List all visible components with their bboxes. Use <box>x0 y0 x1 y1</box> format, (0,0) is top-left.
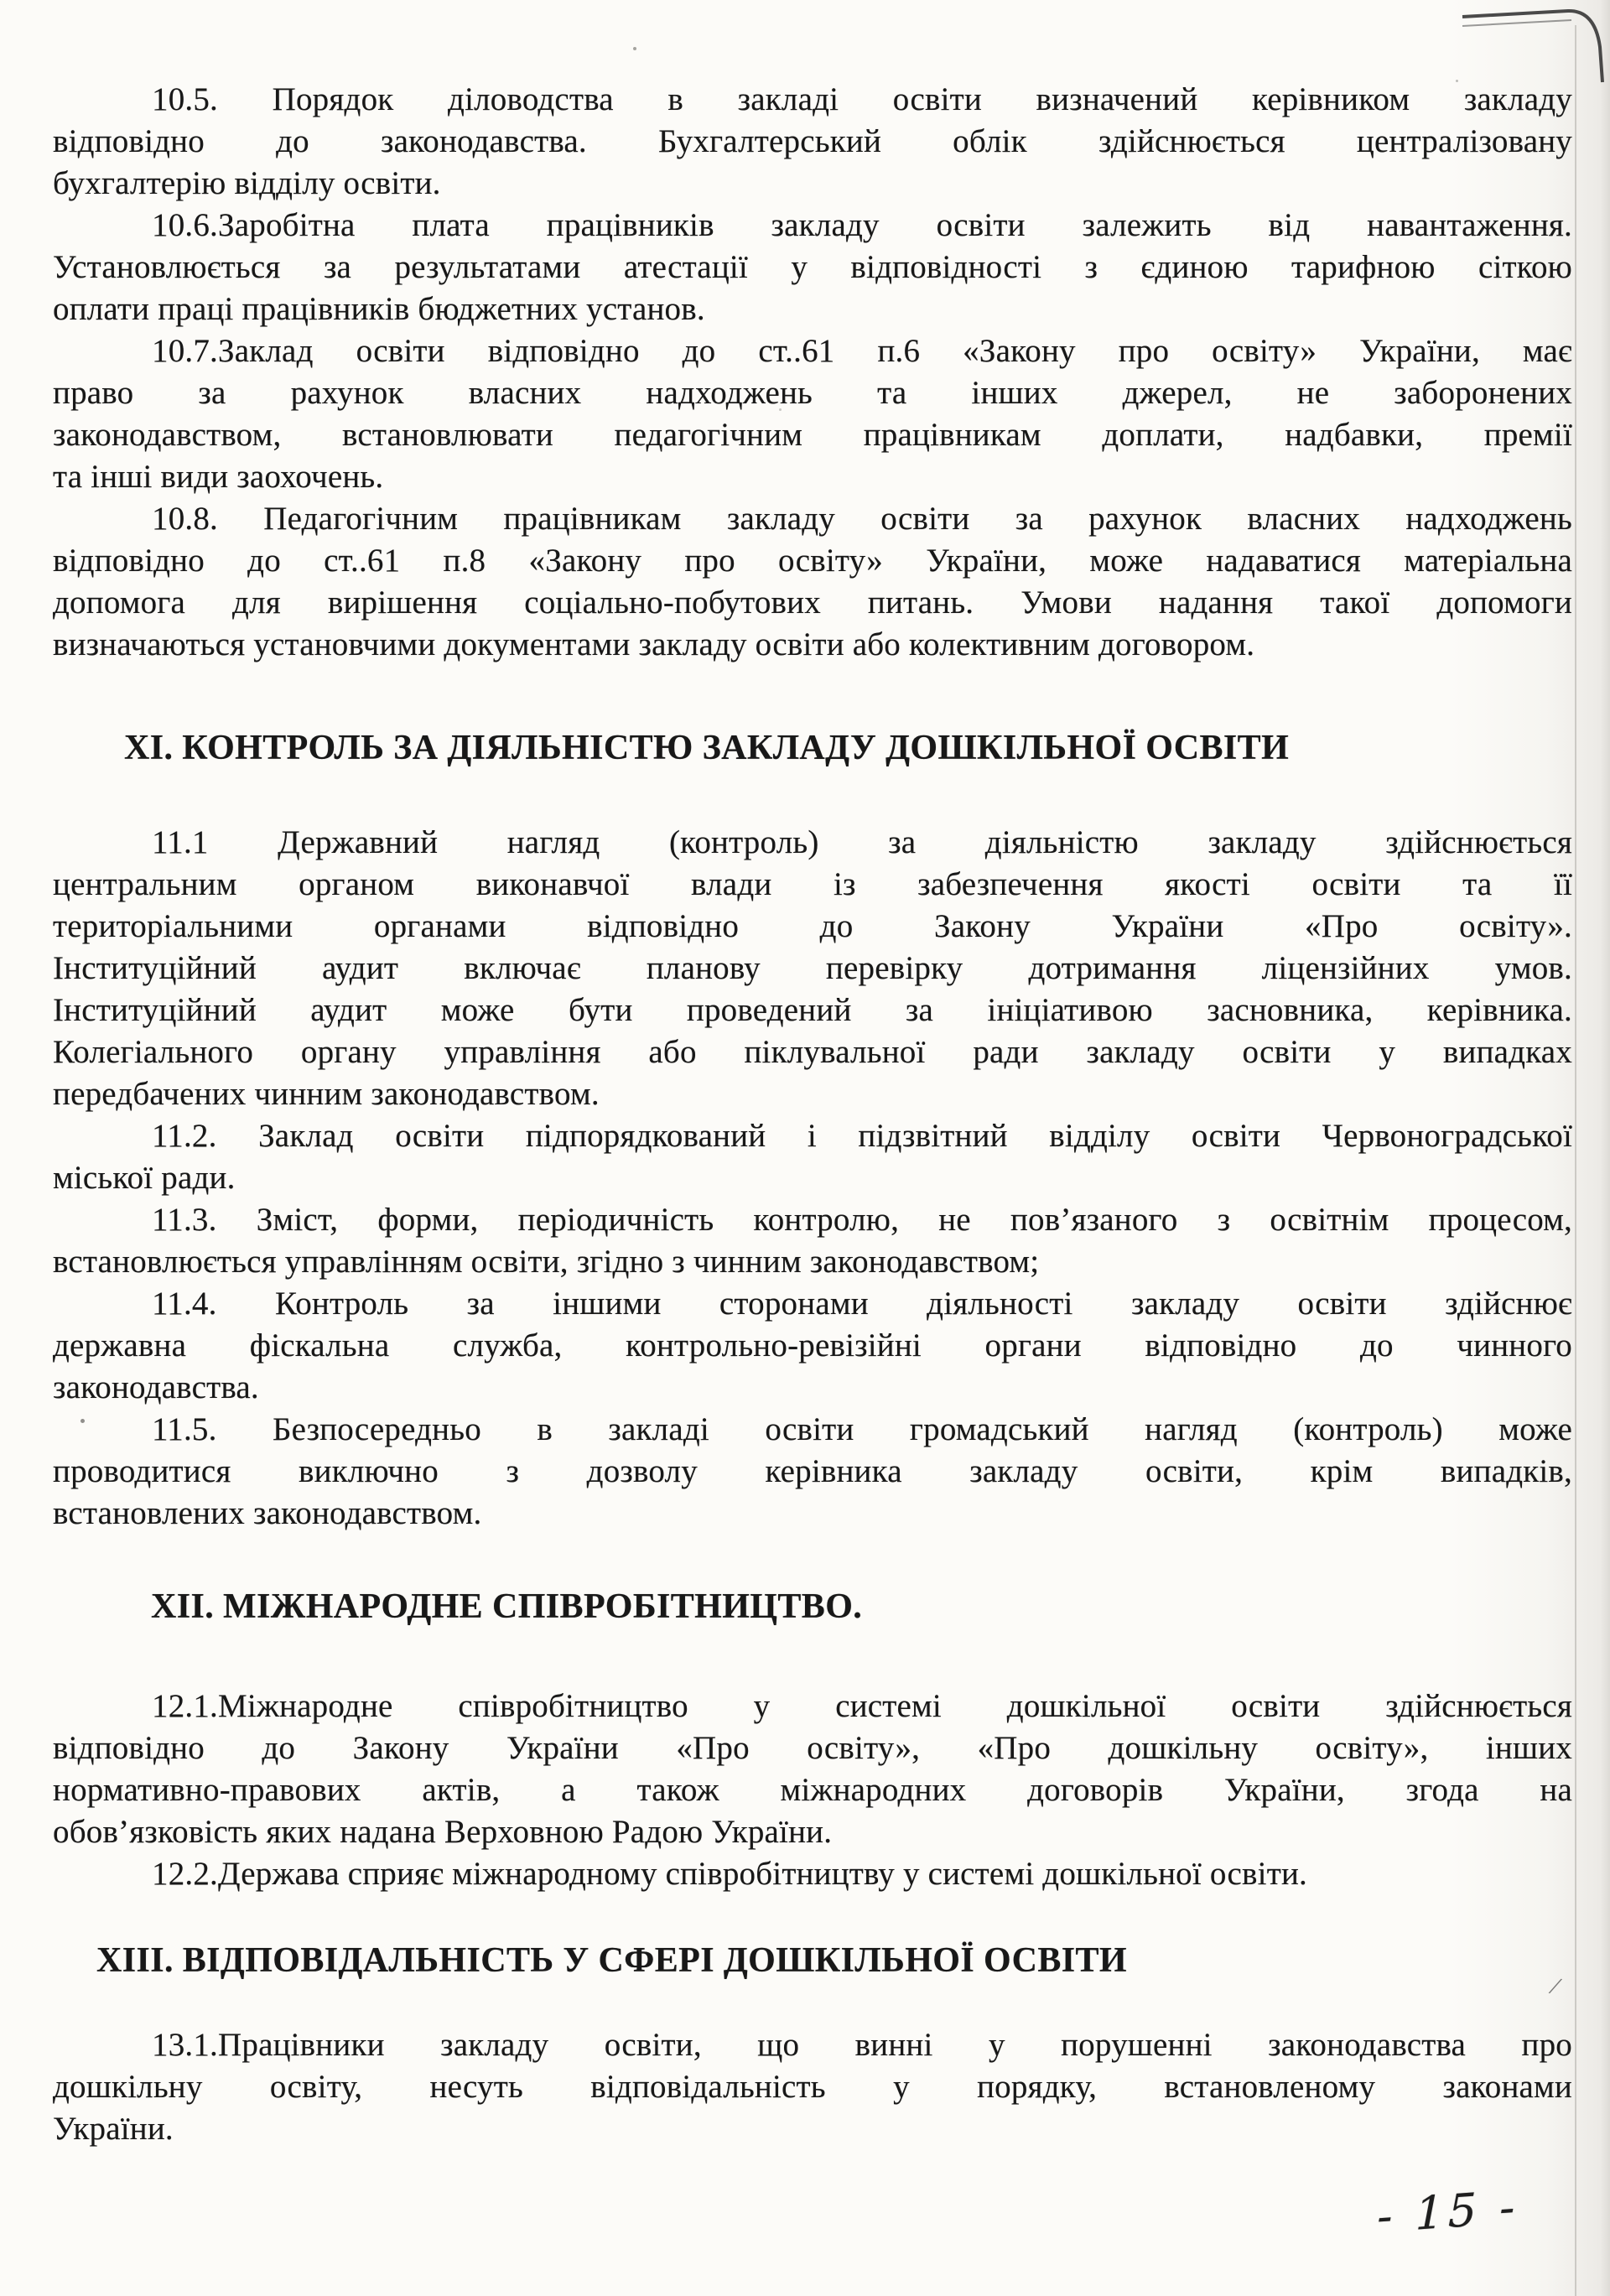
paragraph-11-5 <box>53 1409 1572 1535</box>
text-line: відповідно до ст..61 п.8 «Закону про освіту» України, може надаватися матеріальна <box>53 543 1572 579</box>
text-line: допомога для вирішення соціально-побутових питань. Умови надання такої допомоги <box>53 584 1572 621</box>
text-line: України. <box>53 2111 174 2147</box>
text-line: відповідно до законодавства. Бухгалтерський облік здійснюється централізовану <box>53 123 1572 159</box>
text-line: встановлених законодавством. <box>53 1495 482 1531</box>
paragraph-12-2 <box>53 1853 1572 1895</box>
text-line: нормативно-правових актів, а також міжнародних договорів України, згода на <box>53 1772 1572 1808</box>
text-line: 11.4. Контроль за іншими сторонами діяльності закладу освіти здійснює <box>152 1286 1572 1322</box>
text-line: територіальними органами відповідно до Закону України «Про освіту». <box>53 908 1572 944</box>
paragraph-10-7 <box>53 330 1572 498</box>
text-line: Колегіального органу управління або піклувальної ради закладу освіти у випадках <box>53 1034 1572 1070</box>
paragraph-11-4 <box>53 1283 1572 1409</box>
text-line: 10.7.Заклад освіти відповідно до ст..61 п.6 «Закону про освіту» України, має <box>152 333 1572 369</box>
text-line: передбачених чинним законодавством. <box>53 1076 600 1112</box>
text-line: 10.5. Порядок діловодства в закладі освіти визначений керівником закладу <box>152 81 1572 117</box>
text-line: дошкільну освіту, несуть відповідальність у порядку, встановленому законами <box>53 2069 1572 2105</box>
text-line: 11.3. Зміст, форми, періодичність контролю, не пов’язаного з освітнім процесом, <box>152 1202 1572 1238</box>
text-line: Інституційний аудит може бути проведений за ініціативою засновника, керівника. <box>53 992 1572 1028</box>
section-heading-xii: XII. МІЖНАРОДНЕ СПІВРОБІТНИЦТВО. <box>151 1587 863 1626</box>
scan-pen-mark: / <box>1548 1971 1562 2001</box>
text-line: центральним органом виконавчої влади із забезпечення якості освіти та її <box>53 866 1572 902</box>
scan-edge-line <box>1575 25 1576 2296</box>
paragraph-11-1 <box>53 822 1572 1115</box>
text-line: 10.6.Заробітна плата працівників закладу освіти залежить від навантаження. <box>152 207 1572 243</box>
paragraph-11-2 <box>53 1115 1572 1199</box>
section-heading-xi: XI. КОНТРОЛЬ ЗА ДІЯЛЬНІСТЮ ЗАКЛАДУ ДОШКІЛЬНОЇ ОСВІТИ <box>124 729 1290 767</box>
text-line: оплати праці працівників бюджетних установ. <box>53 291 705 327</box>
text-line: Установлюється за результатами атестації у відповідності з єдиною тарифною сіткою <box>53 249 1572 285</box>
page-number: - 15 - <box>1377 2180 1519 2243</box>
paragraph-10-5 <box>53 79 1572 205</box>
text-line: 10.8. Педагогічним працівникам закладу освіти за рахунок власних надходжень <box>152 501 1572 537</box>
document-content <box>53 79 1572 2150</box>
text-line: визначаються установчими документами закладу освіти або колективним договором. <box>53 626 1255 662</box>
text-line: обов’язковість яких надана Верховною Радою України. <box>53 1814 833 1850</box>
paragraph-13-1 <box>53 2024 1572 2150</box>
text-line: право за рахунок власних надходжень та інших джерел, не заборонених <box>53 375 1572 411</box>
section-heading-xiii: XIII. ВІДПОВІДАЛЬНІСТЬ У СФЕРІ ДОШКІЛЬНОЇ ОСВІТИ <box>96 1941 1127 1980</box>
text-line: законодавством, встановлювати педагогічним працівникам доплати, надбавки, премії <box>53 417 1572 453</box>
text-line: встановлюється управлінням освіти, згідно з чинним законодавством; <box>53 1244 1040 1280</box>
text-line: та інші види заохочень. <box>53 459 384 495</box>
text-line: державна фіскальна служба, контрольно-ревізійні органи відповідно до чинного <box>53 1327 1572 1364</box>
text-line: 11.1 Державний нагляд (контроль) за діяльністю закладу здійснюється <box>152 824 1572 860</box>
text-line: 12.2.Держава сприяє міжнародному співробітництву у системі дошкільної освіти. <box>152 1856 1307 1892</box>
text-line: 12.1.Міжнародне співробітництво у системі дошкільної освіти здійснюється <box>152 1688 1572 1724</box>
text-line: законодавства. <box>53 1369 259 1405</box>
text-line: відповідно до Закону України «Про освіту», «Про дошкільну освіту», інших <box>53 1730 1572 1766</box>
text-line: бухгалтерію відділу освіти. <box>53 165 441 201</box>
text-line: проводитися виключно з дозволу керівника закладу освіти, крім випадків, <box>53 1453 1572 1489</box>
text-line: Інституційний аудит включає планову перевірку дотримання ліцензійних умов. <box>53 950 1572 986</box>
text-line: міської ради. <box>53 1160 236 1196</box>
text-line: 13.1.Працівники закладу освіти, що винні у порушенні законодавства про <box>152 2027 1572 2063</box>
scan-speck <box>633 47 636 50</box>
paragraph-12-1 <box>53 1686 1572 1853</box>
paragraph-10-6 <box>53 205 1572 330</box>
paragraph-10-8 <box>53 498 1572 666</box>
text-line: 11.5. Безпосередньо в закладі освіти громадський нагляд (контроль) може <box>152 1411 1572 1447</box>
text-line: 11.2. Заклад освіти підпорядкований і підзвітний відділу освіти Червоноградської <box>152 1118 1572 1154</box>
paragraph-11-3 <box>53 1199 1572 1283</box>
